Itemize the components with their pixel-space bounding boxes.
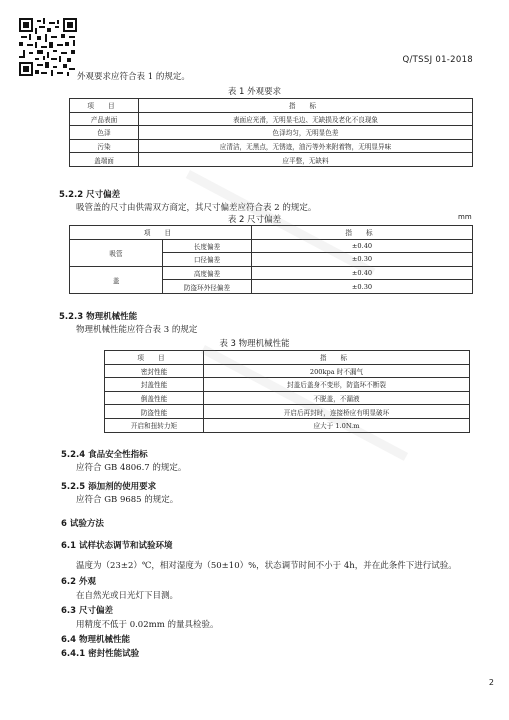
section-heading: 5.2.4 食品安全性指标 — [61, 450, 148, 460]
page-number: 2 — [488, 678, 494, 687]
table3 — [104, 350, 470, 433]
table-cell: 表面应光滑，无明显毛边、无缺损及老化不良现象 — [139, 112, 473, 126]
table-header-row — [70, 99, 473, 113]
table-cell: 开启和扭转力矩 — [105, 418, 204, 432]
column-header: 项 目 — [105, 351, 204, 365]
section-heading: 6.4.1 密封性能试验 — [61, 649, 140, 659]
table-row — [105, 405, 470, 419]
section-heading: 5.2.3 物理机械性能 — [59, 312, 138, 322]
table-cell: 色泽 — [70, 126, 139, 140]
table-cell: 应平整，无缺料 — [139, 153, 473, 167]
section-text: 用精度不低于 0.02mm 的量具检验。 — [76, 620, 219, 630]
column-header: 指 标 — [139, 99, 473, 113]
table-cell: 污染 — [70, 139, 139, 153]
table-row — [105, 378, 470, 392]
table-cell: 密封性能 — [105, 364, 204, 378]
column-header: 项 目 — [70, 226, 252, 240]
section-text: 在自然光或日光灯下目测。 — [76, 591, 179, 601]
section-heading: 5.2.5 添加剂的使用要求 — [61, 482, 157, 492]
table-cell: 防盗性能 — [105, 405, 204, 419]
table1-caption: 表 1 外观要求 — [227, 87, 282, 97]
table-row — [105, 391, 470, 405]
group-cell: 吸管 — [70, 239, 163, 266]
table-row — [105, 418, 470, 432]
table-cell: 倒盖性能 — [105, 391, 204, 405]
column-header: 指 标 — [252, 226, 473, 240]
section-text: 应符合 GB 4806.7 的规定。 — [76, 463, 187, 473]
table-row — [105, 364, 470, 378]
table-cell: 封盖后盖身不变形，防盗环不断裂 — [204, 378, 470, 392]
table-row — [70, 112, 473, 126]
document-number: Q/TSSJ 01-2018 — [402, 55, 473, 65]
table-cell: 口径偏差 — [163, 253, 252, 267]
section-text: 应符合 GB 9685 的规定。 — [76, 495, 179, 505]
column-header: 指 标 — [204, 351, 470, 365]
table-row — [70, 266, 473, 280]
table-cell: 防盗环外径偏差 — [163, 280, 252, 294]
section-heading: 5.2.2 尺寸偏差 — [59, 190, 121, 200]
table-cell: 不脱盖，不漏液 — [204, 391, 470, 405]
table-cell: ±0.30 — [252, 280, 473, 294]
table-cell: 开启后再封时，连接桥应有明显破坏 — [204, 405, 470, 419]
table-cell: ±0.40 — [252, 239, 473, 253]
table-header-row — [105, 351, 470, 365]
section-heading: 6.2 外观 — [61, 577, 97, 587]
table-cell: 盖端面 — [70, 153, 139, 167]
table-header-row — [70, 226, 473, 240]
table-row — [70, 239, 473, 253]
table2 — [69, 225, 473, 294]
section-text: 温度为（23±2）℃，相对湿度为（50±10）%，状态调节时间不小于 4h，并在此条件下进行试验。 — [76, 561, 457, 571]
table-cell: 200kpa 时不漏气 — [204, 364, 470, 378]
table-cell: ±0.30 — [252, 253, 473, 267]
table-row — [70, 153, 473, 167]
section-heading: 6.1 试样状态调节和试验环境 — [61, 541, 173, 551]
table-cell: 产品表面 — [70, 112, 139, 126]
table-cell: 应清洁，无黑点，无锈迹，油污等外来附着物，无明显异味 — [139, 139, 473, 153]
qr-code — [19, 18, 77, 76]
table-row — [70, 126, 473, 140]
table2-caption: 表 2 尺寸偏差 — [227, 215, 282, 225]
group-cell: 盖 — [70, 266, 163, 293]
table2-unit: mm — [458, 213, 472, 221]
table3-caption: 表 3 物理机械性能 — [219, 339, 290, 349]
table-cell: 封盖性能 — [105, 378, 204, 392]
section-heading: 6.3 尺寸偏差 — [61, 606, 114, 616]
table-row — [70, 139, 473, 153]
table-cell: 长度偏差 — [163, 239, 252, 253]
table1 — [69, 98, 473, 167]
intro-text: 外观要求应符合表 1 的规定。 — [77, 72, 190, 82]
section-text: 吸管盖的尺寸由供需双方商定，其尺寸偏差应符合表 2 的规定。 — [76, 203, 317, 213]
section-heading: 6.4 物理机械性能 — [61, 635, 131, 645]
chapter-heading: 6 试验方法 — [61, 519, 104, 529]
table-cell: 高度偏差 — [163, 266, 252, 280]
column-header: 项 目 — [70, 99, 139, 113]
table-cell: 应大于 1.0N.m — [204, 418, 470, 432]
table-cell: ±0.40 — [252, 266, 473, 280]
section-text: 物理机械性能应符合表 3 的规定 — [76, 325, 198, 335]
table-cell: 色泽均匀，无明显色差 — [139, 126, 473, 140]
